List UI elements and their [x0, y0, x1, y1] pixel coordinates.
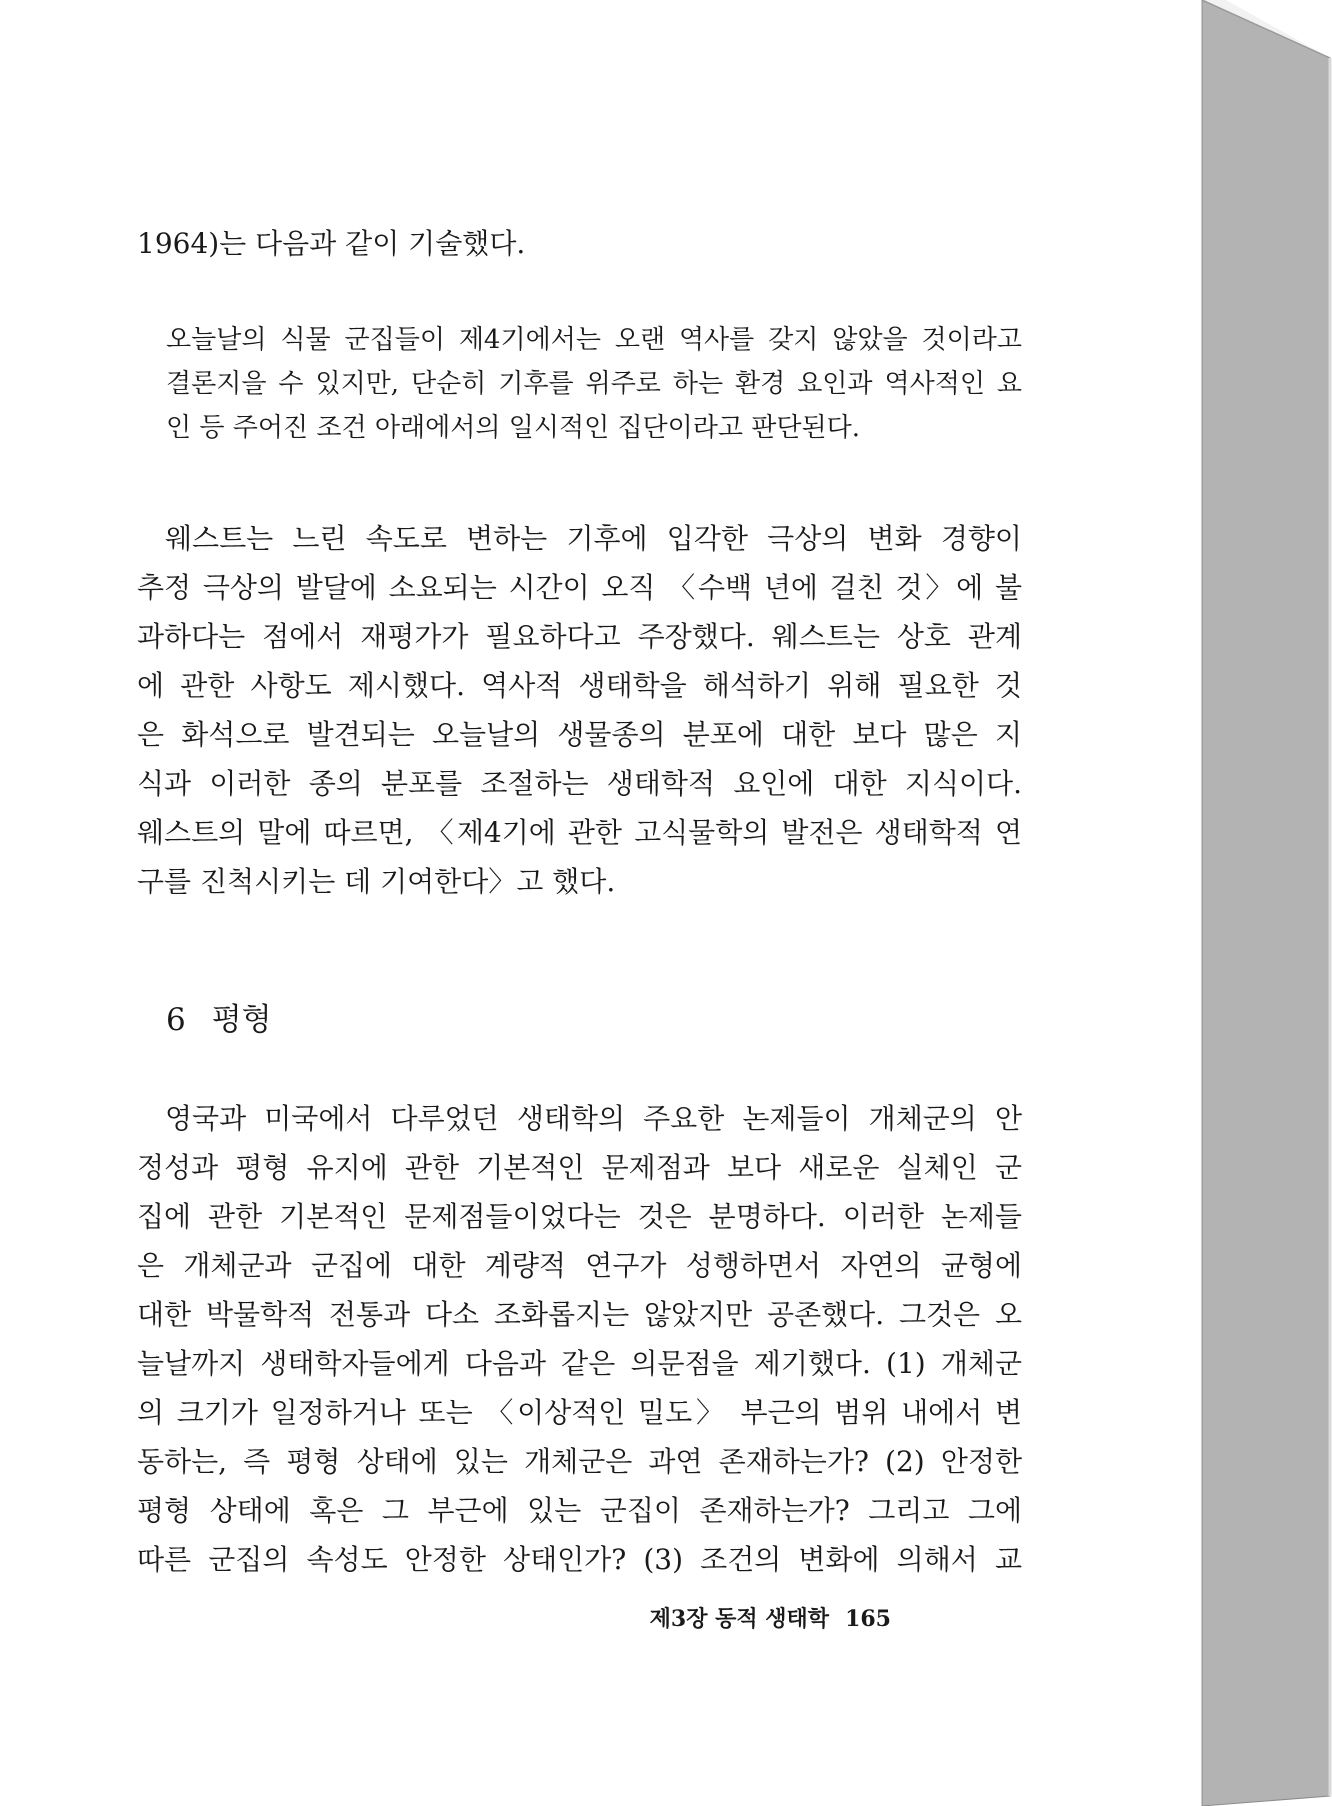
- quote-line: 인 등 주어진 조건 아래에서의 일시적인 집단이라고 판단된다.: [166, 413, 861, 443]
- section-heading: [166, 998, 272, 1042]
- paragraph-line: 평형 상태에 혹은 그 부근에 있는 군집이 존재하는가? 그리고 그에: [137, 1494, 1022, 1527]
- body-paragraph-west: [137, 514, 1022, 906]
- intro-line: 1964)는 다음과 같이 기술했다.: [137, 227, 526, 260]
- block-quote: [166, 318, 1022, 450]
- section-title: 평형: [211, 1002, 272, 1038]
- paragraph-line: 은 개체군과 군집에 대한 계량적 연구가 성행하면서 자연의 균형에: [137, 1249, 1022, 1282]
- section-number: 6: [166, 1002, 186, 1038]
- paragraph-line: 대한 박물학적 전통과 다소 조화롭지는 않았지만 공존했다. 그것은 오: [137, 1298, 1022, 1331]
- quote-line: 결론지을 수 있지만, 단순히 기후를 위주로 하는 환경 요인과 역사적인 요: [166, 369, 1022, 399]
- paragraph-line: 정성과 평형 유지에 관한 기본적인 문제점과 보다 새로운 실체인 군: [137, 1151, 1022, 1184]
- paragraph-line: 동하는, 즉 평형 상태에 있는 개체군은 과연 존재하는가? (2) 안정한: [137, 1445, 1022, 1478]
- paragraph-line: 늘날까지 생태학자들에게 다음과 같은 의문점을 제기했다. (1) 개체군: [137, 1347, 1022, 1380]
- paragraph-line: 추정 극상의 발달에 소요되는 시간이 오직 〈수백 년에 걸친 것〉에 불: [137, 571, 1022, 604]
- paragraph-line: 웨스트의 말에 따르면, 〈제4기에 관한 고식물학의 발전은 생태학적 연: [137, 816, 1022, 849]
- paragraph-line: 웨스트는 느린 속도로 변하는 기후에 입각한 극상의 변화 경향이: [165, 522, 1022, 555]
- paragraph-line: 은 화석으로 발견되는 오늘날의 생물종의 분포에 대한 보다 많은 지: [137, 718, 1022, 751]
- book-edge-shape: [1202, 0, 1332, 1806]
- page-number: 165: [845, 1606, 891, 1632]
- page-footer: [650, 1604, 891, 1634]
- paragraph-line: 영국과 미국에서 다루었던 생태학의 주요한 논제들이 개체군의 안: [165, 1102, 1022, 1135]
- paragraph-line: 과하다는 점에서 재평가가 필요하다고 주장했다. 웨스트는 상호 관계: [137, 620, 1022, 653]
- paragraph-line: 의 크기가 일정하거나 또는 〈이상적인 밀도〉 부근의 범위 내에서 변: [137, 1396, 1022, 1429]
- body-paragraph-equilibrium: [137, 1094, 1022, 1584]
- paragraph-line: 에 관한 사항도 제시했다. 역사적 생태학을 해석하기 위해 필요한 것: [137, 669, 1022, 702]
- paragraph-line: 구를 진척시키는 데 기여한다〉고 했다.: [137, 865, 616, 898]
- paragraph-line: 따른 군집의 속성도 안정한 상태인가? (3) 조건의 변화에 의해서 교: [137, 1543, 1022, 1576]
- book-edge-3d: [1202, 0, 1332, 1806]
- paragraph-line: 식과 이러한 종의 분포를 조절하는 생태학적 요인에 대한 지식이다.: [137, 767, 1022, 800]
- quote-line: 오늘날의 식물 군집들이 제4기에서는 오랜 역사를 갖지 않았을 것이라고: [166, 325, 1022, 355]
- paragraph-line: 집에 관한 기본적인 문제점들이었다는 것은 분명하다. 이러한 논제들: [137, 1200, 1022, 1233]
- intro-paragraph: [137, 224, 1022, 264]
- chapter-running-head: 제3장 동적 생태학: [649, 1606, 830, 1632]
